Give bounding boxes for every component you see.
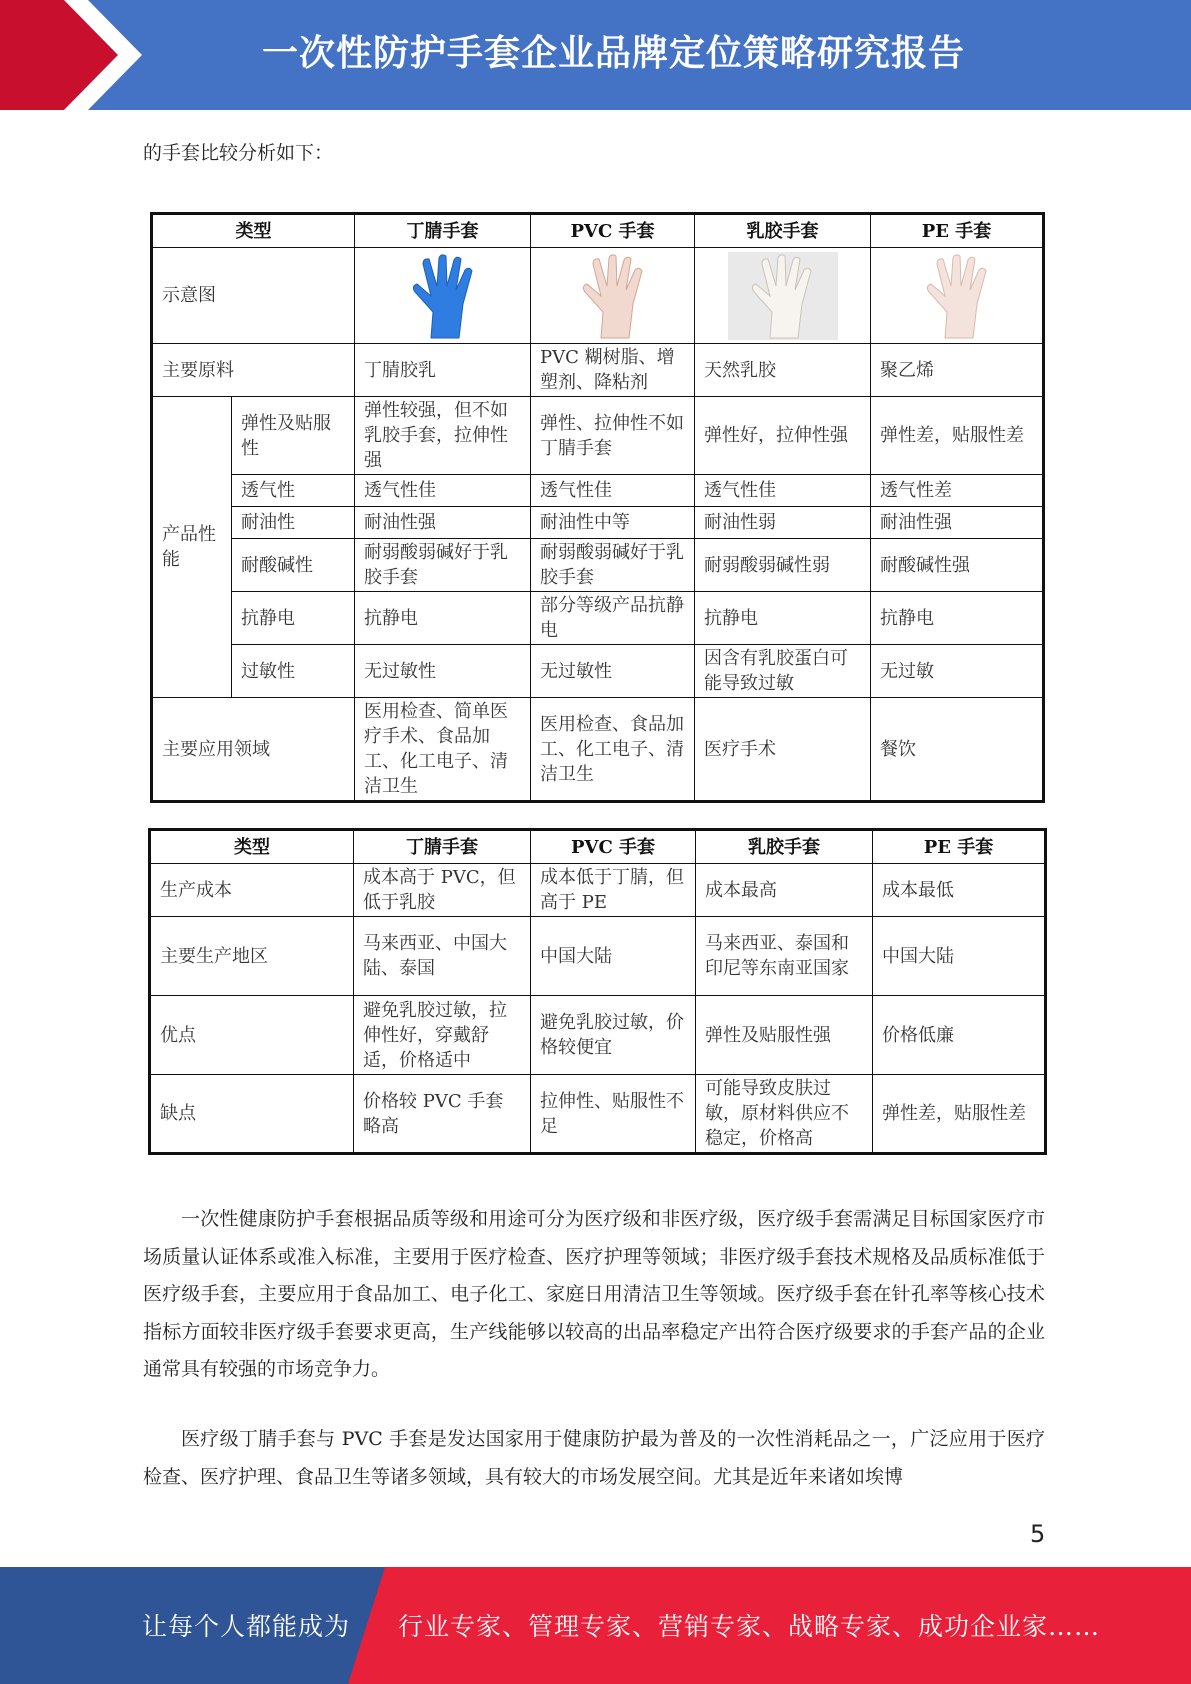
table-cell: 弹性差，贴服性差 bbox=[871, 397, 1044, 475]
table-cell: 耐酸碱性强 bbox=[871, 539, 1044, 592]
page-header bbox=[0, 0, 1191, 110]
table-cell: 弹性及贴服性强 bbox=[696, 996, 873, 1075]
table-cell: 马来西亚、中国大陆、泰国 bbox=[354, 917, 531, 996]
latex-glove-image bbox=[695, 248, 871, 344]
table-cell: 聚乙烯 bbox=[871, 344, 1044, 397]
row-label: 耐酸碱性 bbox=[232, 539, 355, 592]
table-cell: 天然乳胶 bbox=[695, 344, 871, 397]
table-cell: 成本低于丁腈，但高于 PE bbox=[531, 864, 696, 917]
table-cell: 弹性、拉伸性不如丁腈手套 bbox=[531, 397, 695, 475]
table-cell: 弹性差，贴服性差 bbox=[873, 1075, 1046, 1154]
group-label: 产品性能 bbox=[152, 397, 232, 698]
table-cell: 无过敏 bbox=[871, 645, 1044, 698]
table-cell: 避免乳胶过敏，拉伸性好，穿戴舒适，价格适中 bbox=[354, 996, 531, 1075]
table-cell: 耐弱酸弱碱好于乳胶手套 bbox=[355, 539, 531, 592]
table-cell: 拉伸性、贴服性不足 bbox=[531, 1075, 696, 1154]
table-cell: 医疗手术 bbox=[695, 698, 871, 802]
table-cell: 医用检查、简单医疗手术、食品加工、化工电子、清洁卫生 bbox=[355, 698, 531, 802]
glove-comparison-table-1 bbox=[150, 212, 1045, 803]
report-title: 一次性防护手套企业品牌定位策略研究报告 bbox=[262, 33, 966, 74]
table-cell: 丁腈胶乳 bbox=[355, 344, 531, 397]
header-cell: 丁腈手套 bbox=[354, 830, 531, 864]
header-cell: 丁腈手套 bbox=[355, 214, 531, 248]
header-cell: PE 手套 bbox=[873, 830, 1046, 864]
row-label: 耐油性 bbox=[232, 507, 355, 539]
table-cell: 耐油性弱 bbox=[695, 507, 871, 539]
table-cell: 可能导致皮肤过敏，原材料供应不稳定，价格高 bbox=[696, 1075, 873, 1154]
glove-icon bbox=[728, 252, 838, 340]
header-cell: PVC 手套 bbox=[531, 830, 696, 864]
table-cell: 耐弱酸弱碱好于乳胶手套 bbox=[531, 539, 695, 592]
row-label: 示意图 bbox=[152, 248, 355, 344]
table-cell: 透气性差 bbox=[871, 475, 1044, 507]
table-cell: 耐油性强 bbox=[871, 507, 1044, 539]
row-label: 抗静电 bbox=[232, 592, 355, 645]
header-cell: 类型 bbox=[150, 830, 354, 864]
header-chevron-decoration bbox=[0, 0, 150, 110]
table-cell: 抗静电 bbox=[695, 592, 871, 645]
table-cell: 成本最高 bbox=[696, 864, 873, 917]
glove-icon bbox=[907, 252, 1007, 340]
table-cell: 透气性佳 bbox=[695, 475, 871, 507]
table-cell: 无过敏性 bbox=[355, 645, 531, 698]
header-cell: PE 手套 bbox=[871, 214, 1044, 248]
header-cell: 乳胶手套 bbox=[695, 214, 871, 248]
table-cell: 因含有乳胶蛋白可能导致过敏 bbox=[695, 645, 871, 698]
table-cell: 无过敏性 bbox=[531, 645, 695, 698]
glove-comparison-table-2 bbox=[148, 828, 1047, 1155]
page-number: 5 bbox=[1030, 1520, 1046, 1548]
row-label: 透气性 bbox=[232, 475, 355, 507]
table-cell: 价格较 PVC 手套略高 bbox=[354, 1075, 531, 1154]
glove-icon bbox=[563, 252, 663, 340]
table-cell: 透气性佳 bbox=[355, 475, 531, 507]
table-cell: 抗静电 bbox=[355, 592, 531, 645]
table-cell: 耐油性中等 bbox=[531, 507, 695, 539]
row-label: 缺点 bbox=[150, 1075, 354, 1154]
table-cell: 部分等级产品抗静电 bbox=[531, 592, 695, 645]
header-cell: 乳胶手套 bbox=[696, 830, 873, 864]
intro-text: 的手套比较分析如下： bbox=[143, 142, 334, 164]
nitrile-glove-image bbox=[355, 248, 531, 344]
table-cell: 成本高于 PVC，但低于乳胶 bbox=[354, 864, 531, 917]
footer-slogan-left: 让每个人都能成为 bbox=[142, 1612, 351, 1641]
table-cell: 避免乳胶过敏，价格较便宜 bbox=[531, 996, 696, 1075]
header-cell: 类型 bbox=[152, 214, 355, 248]
table-cell: 弹性较强，但不如乳胶手套，拉伸性强 bbox=[355, 397, 531, 475]
row-label: 过敏性 bbox=[232, 645, 355, 698]
table-cell: 价格低廉 bbox=[873, 996, 1046, 1075]
table-cell: 医用检查、食品加工、化工电子、清洁卫生 bbox=[531, 698, 695, 802]
table-cell: 中国大陆 bbox=[873, 917, 1046, 996]
table-cell: 透气性佳 bbox=[531, 475, 695, 507]
row-label: 主要生产地区 bbox=[150, 917, 354, 996]
table-cell: PVC 糊树脂、增塑剂、降粘剂 bbox=[531, 344, 695, 397]
row-label: 主要应用领域 bbox=[152, 698, 355, 802]
table-cell: 餐饮 bbox=[871, 698, 1044, 802]
body-paragraph: 一次性健康防护手套根据品质等级和用途可分为医疗级和非医疗级，医疗级手套需满足目标国家医疗市场质量认证体系或准入标准，主要用于医疗检查、医疗护理等领域；非医疗级手套技术规格及品质标准低于医疗级手套，主要应用于食品加工、电子化工、家庭日用清洁卫生等领域。医疗级手套在针孔率等核心技术指标方面较非医疗级手套要求更高，生产线能够以较高的出品率稳定产出符合医疗级要求的手套产品的企业通常具有较强的市场竞争力。 bbox=[143, 1208, 1045, 1380]
table-cell: 弹性好，拉伸性强 bbox=[695, 397, 871, 475]
table-cell: 成本最低 bbox=[873, 864, 1046, 917]
footer-slogan-right: 行业专家、管理专家、营销专家、战略专家、成功企业家…… bbox=[398, 1612, 1101, 1641]
table-cell: 耐弱酸弱碱性弱 bbox=[695, 539, 871, 592]
body-paragraph: 医疗级丁腈手套与 PVC 手套是发达国家用于健康防护最为普及的一次性消耗品之一，广泛应用于医疗检查、医疗护理、食品卫生等诸多领域，具有较大的市场发展空间。尤其是近年来诸如埃博 bbox=[143, 1428, 1045, 1488]
table-cell: 抗静电 bbox=[871, 592, 1044, 645]
pe-glove-image bbox=[871, 248, 1044, 344]
pvc-glove-image bbox=[531, 248, 695, 344]
table-cell: 中国大陆 bbox=[531, 917, 696, 996]
row-label: 优点 bbox=[150, 996, 354, 1075]
table-cell: 耐油性强 bbox=[355, 507, 531, 539]
header-cell: PVC 手套 bbox=[531, 214, 695, 248]
row-label: 主要原料 bbox=[152, 344, 355, 397]
table-cell: 马来西亚、泰国和印尼等东南亚国家 bbox=[696, 917, 873, 996]
row-label: 弹性及贴服性 bbox=[232, 397, 355, 475]
page-footer bbox=[0, 1567, 1191, 1684]
row-label: 生产成本 bbox=[150, 864, 354, 917]
glove-icon bbox=[393, 252, 493, 340]
